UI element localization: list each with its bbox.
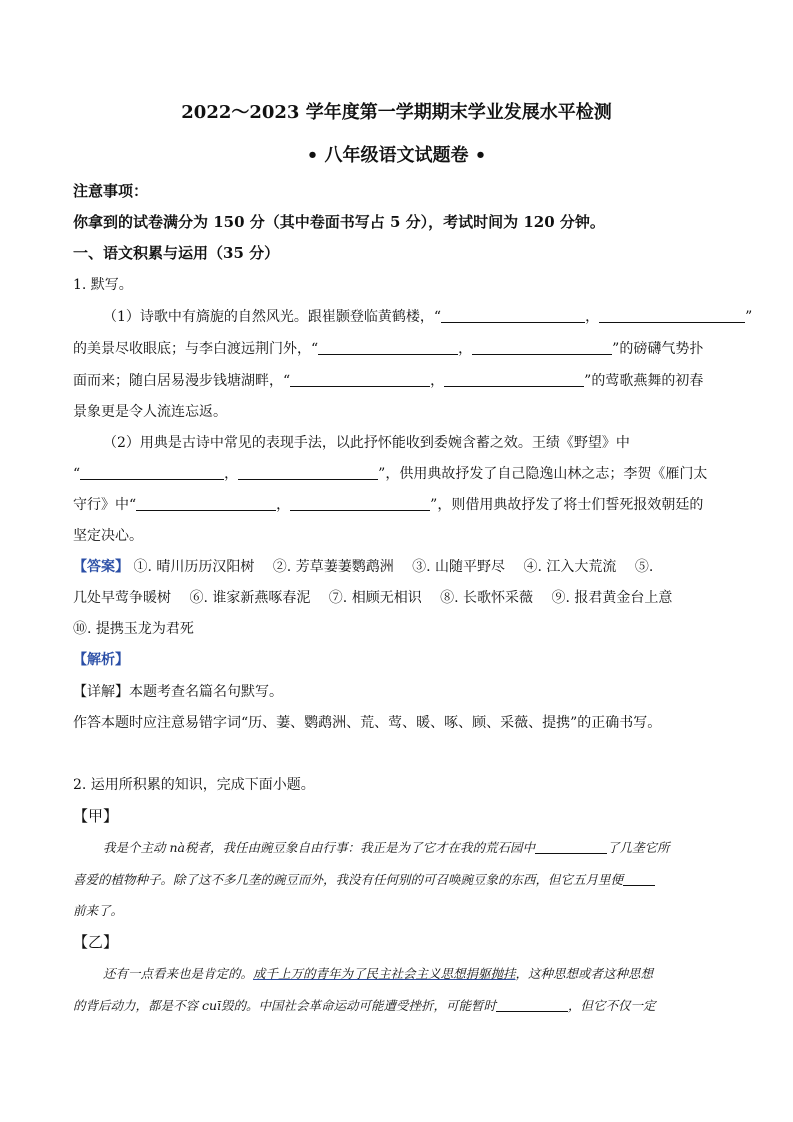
yi-line-1 bbox=[103, 964, 653, 984]
q1-part1-line4: 景象更是令人流连忘返。 bbox=[73, 404, 227, 420]
q1-part1-line2 bbox=[73, 339, 703, 359]
answer-blank[interactable] bbox=[290, 495, 430, 511]
yi-tag: 【乙】 bbox=[73, 933, 119, 951]
q1-part1-line3 bbox=[73, 371, 703, 391]
question-1-label: 1. 默写。 bbox=[73, 277, 133, 293]
q1-part1-line1 bbox=[103, 307, 752, 327]
detail-line-2: 作答本题时应注意易错字词“历、萋、鹦鹉洲、荒、莺、暖、啄、顾、采薇、提携”的正确书写。 bbox=[73, 715, 662, 731]
text: 我是个主动 nà税者，我任由豌豆象自由行事：我正是为了它才在我的荒石园中 bbox=[103, 840, 535, 855]
underlined-sentence: 成千上万的青年为了民主社会主义思想捐躯抛挂 bbox=[253, 966, 516, 981]
answer-tag: 【答案】 bbox=[73, 559, 129, 575]
text: 守行》中“ bbox=[73, 497, 137, 513]
text: “ bbox=[73, 466, 81, 482]
q1-part2-line1: （2）用典是古诗中常见的表现手法，以此抒怀能收到委婉含蓄之效。王绩《野望》中 bbox=[103, 435, 630, 451]
analysis-tag: 【解析】 bbox=[73, 652, 129, 668]
notice-line: 你拿到的试卷满分为 150 分（其中卷面书写占 5 分），考试时间为 120 分钟。 bbox=[73, 213, 605, 231]
answer-blank[interactable] bbox=[441, 307, 585, 323]
text: ， bbox=[430, 373, 445, 389]
text: 的美景尽收眼底；与李白渡远荆门外，“ bbox=[73, 341, 319, 357]
answer-row-3: ⑩. 提携玉龙为君死 bbox=[73, 621, 194, 637]
jia-line-2 bbox=[73, 870, 655, 890]
page-subtitle: • 八年级语文试题卷 • bbox=[306, 145, 487, 166]
page-title: 2022～2023 学年度第一学期期末学业发展水平检测 bbox=[181, 102, 612, 123]
answer-blank[interactable] bbox=[535, 838, 607, 854]
text: ， bbox=[276, 497, 291, 513]
answer-blank[interactable] bbox=[496, 996, 568, 1012]
answer-blank[interactable] bbox=[238, 464, 378, 480]
answer-blank[interactable] bbox=[623, 870, 655, 886]
text: 了几垄它所 bbox=[606, 840, 670, 855]
text: 的背后动力，都是不容 cuī毁的。中国社会革命运动可能遭受挫折，可能暂时 bbox=[73, 998, 497, 1013]
notice-heading: 注意事项： bbox=[73, 182, 149, 200]
text: ， bbox=[458, 341, 473, 357]
answer-blank[interactable] bbox=[290, 371, 430, 387]
answer-blank[interactable] bbox=[136, 495, 276, 511]
text: ”，供用典故抒发了自己隐逸山林之志；李贺《雁门太 bbox=[378, 466, 708, 482]
text: ， bbox=[224, 466, 239, 482]
answers-text: ①. 晴川历历汉阳树 ②. 芳草萋萋鹦鹉洲 ③. 山随平野尽 ④. 江入大荒流 ⑤. bbox=[133, 559, 654, 575]
question-2-label: 2. 运用所积累的知识，完成下面小题。 bbox=[73, 777, 315, 793]
q1-part2-line4: 坚定决心。 bbox=[73, 528, 143, 544]
text: 面而来；随白居易漫步钱塘湖畔，“ bbox=[73, 373, 291, 389]
answer-blank[interactable] bbox=[444, 371, 584, 387]
text: ”的磅礴气势扑 bbox=[612, 341, 704, 357]
answer-blank[interactable] bbox=[318, 339, 458, 355]
text: 还有一点看来也是肯定的。 bbox=[103, 966, 254, 981]
text: ，这种思想或者这种思想 bbox=[515, 966, 654, 981]
jia-tag: 【甲】 bbox=[73, 807, 119, 825]
text: ，但它不仅一定 bbox=[568, 998, 656, 1013]
detail-line-1: 【详解】本题考查名篇名句默写。 bbox=[73, 684, 283, 700]
section-heading: 一、语文积累与运用（35 分） bbox=[73, 244, 280, 262]
jia-line-1 bbox=[103, 838, 670, 858]
text: （1）诗歌中有旖旎的自然风光。跟崔颢登临黄鹤楼，“ bbox=[103, 309, 442, 325]
answer-row-2: 几处早莺争暖树 ⑥. 谁家新燕啄春泥 ⑦. 相顾无相识 ⑧. 长歌怀采薇 ⑨. 报君黄金台上意 bbox=[73, 590, 673, 606]
text: ， bbox=[585, 309, 600, 325]
answer-blank[interactable] bbox=[472, 339, 612, 355]
answer-blank[interactable] bbox=[599, 307, 745, 323]
text: ”的莺歌燕舞的初春 bbox=[584, 373, 704, 389]
text: ”，则借用典故抒发了将士们誓死报效朝廷的 bbox=[430, 497, 704, 513]
text: ” bbox=[745, 309, 753, 325]
answer-blank[interactable] bbox=[80, 464, 224, 480]
text: 喜爱的植物种子。除了这不多几垄的豌豆而外，我没有任何别的可召唤豌豆象的东西，但它五月里便 bbox=[73, 872, 624, 887]
jia-line-3: 前来了。 bbox=[73, 903, 124, 918]
q1-part2-line3 bbox=[73, 495, 703, 515]
answer-row-1 bbox=[73, 557, 653, 577]
yi-line-2 bbox=[73, 996, 656, 1016]
q1-part2-line2 bbox=[73, 464, 707, 484]
